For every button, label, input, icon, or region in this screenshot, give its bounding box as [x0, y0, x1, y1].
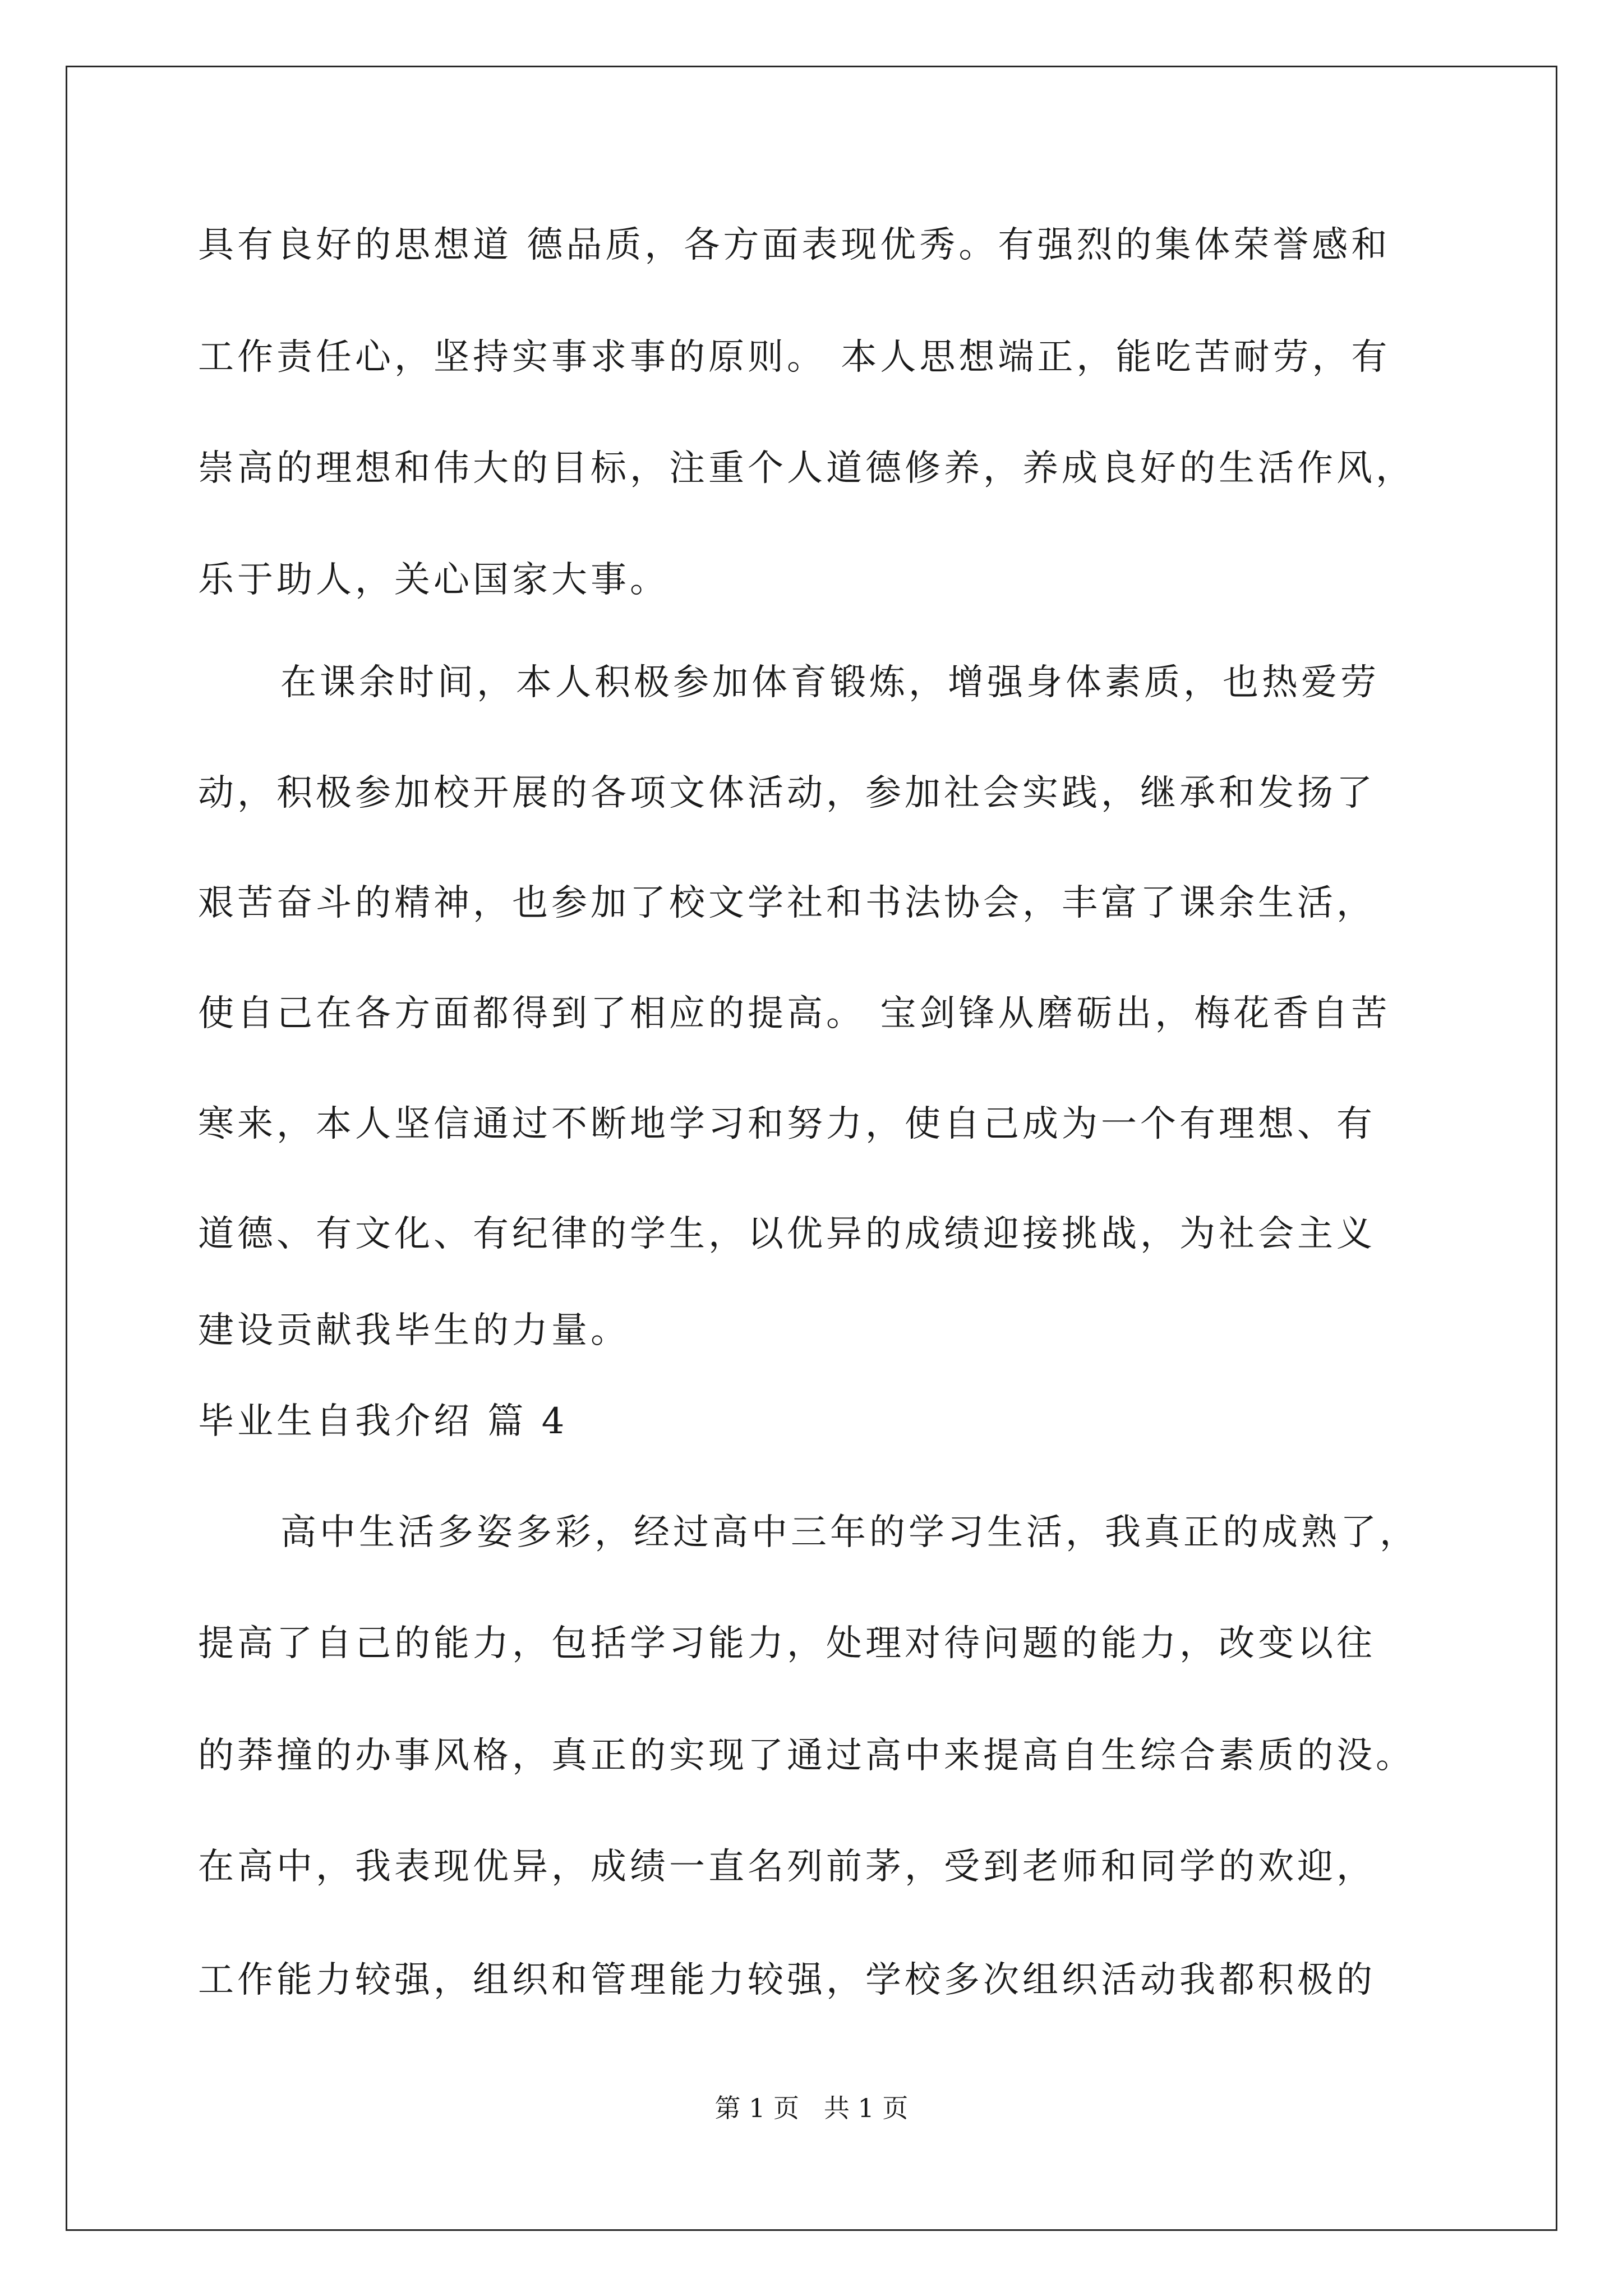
paragraph-3-line-1: 高中生活多姿多彩，经过高中三年的学习生活，我真正的成熟了， [280, 1512, 1419, 1553]
paragraph-3-line-3: 的莽撞的办事风格，真正的实现了通过高中来提高自生综合素质的没。 [198, 1735, 1415, 1777]
paragraph-1-line-1: 具有良好的思想道 德品质，各方面表现优秀。有强烈的集体荣誉感和 [198, 224, 1391, 266]
paragraph-3-line-5: 工作能力较强，组织和管理能力较强，学校多次组织活动我都积极的 [198, 1959, 1376, 2001]
paragraph-2-line-4: 使自己在各方面都得到了相应的提高。 宝剑锋从磨砺出，梅花香自苦 [198, 993, 1391, 1034]
paragraph-2-line-3: 艰苦奋斗的精神，也参加了校文学社和书法协会，丰富了课余生活， [198, 882, 1376, 924]
paragraph-2-line-1: 在课余时间，本人积极参加体育锻炼，增强身体素质，也热爱劳 [280, 662, 1380, 703]
paragraph-2-line-5: 寒来，本人坚信通过不断地学习和努力，使自己成为一个有理想、有 [198, 1103, 1376, 1145]
section-heading: 毕业生自我介绍 篇 4 [198, 1401, 568, 1442]
paragraph-3-line-2: 提高了自己的能力，包括学习能力，处理对待问题的能力，改变以往 [198, 1623, 1376, 1664]
page-number-footer: 第 1 页 共 1 页 [714, 2093, 909, 2123]
page-border [66, 66, 1557, 2231]
paragraph-2-line-7: 建设贡献我毕生的力量。 [198, 1310, 630, 1351]
paragraph-1-line-4: 乐于助人，关心国家大事。 [198, 559, 669, 601]
paragraph-3-line-4: 在高中，我表现优异，成绩一直名列前茅，受到老师和同学的欢迎， [198, 1846, 1376, 1888]
paragraph-1-line-3: 崇高的理想和伟大的目标，注重个人道德修养，养成良好的生活作风， [198, 448, 1415, 489]
paragraph-2-line-2: 动，积极参加校开展的各项文体活动，参加社会实践，继承和发扬了 [198, 772, 1376, 814]
paragraph-2-line-6: 道德、有文化、有纪律的学生，以优异的成绩迎接挑战，为社会主义 [198, 1213, 1376, 1255]
paragraph-1-line-2: 工作责任心，坚持实事求事的原则。 本人思想端正，能吃苦耐劳，有 [198, 337, 1391, 378]
